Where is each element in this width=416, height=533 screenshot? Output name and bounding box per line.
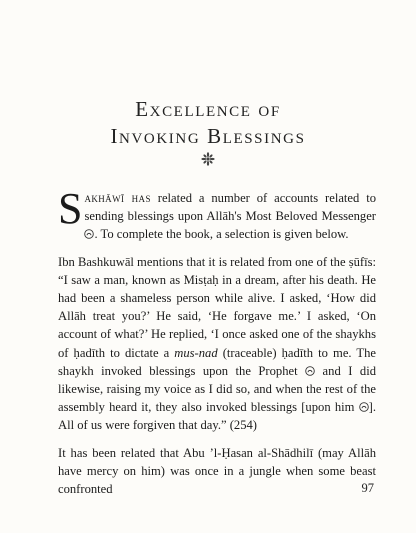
page-number: 97: [361, 481, 374, 495]
paragraph-2-text-d: ]. All of us were forgiven that day.” (254): [58, 400, 376, 433]
chapter-title-line-1: Excellence of: [135, 97, 281, 121]
paragraph-2: [58, 253, 376, 435]
salutation-honorific-icon: [359, 402, 369, 412]
paragraph-2-text-b: (traceable) ḥadīth to me. The shaykh invoked blessings upon the Prophet: [58, 345, 376, 378]
body-text: [58, 184, 376, 507]
salutation-honorific-icon: [84, 229, 94, 239]
salutation-honorific-icon: [305, 366, 315, 376]
paragraph-2-text-c: and I did likewise, raising my voice as I did so, and when the rest of the assembly heard it, they also invoked blessings [upon him: [58, 363, 376, 415]
lead-in-smallcaps: akhāwī has: [84, 191, 151, 205]
drop-cap: S: [58, 184, 83, 233]
paragraph-3: [58, 444, 376, 499]
paragraph-1-text-b: . To complete the book, a selection is given below.: [94, 227, 349, 242]
paragraph-2-text-a: Ibn Bashkuwāl mentions that it is related from one of the ṣūfīs: “I saw a man, known as Misṭaḥ in a dream, after his death. He had been a shameless person while alive. I asked, ‘How did Allāh treat you?’ He said, ‘He forgave me.’ I asked, ‘On account of what?’ He replied, ‘I once asked one of the shaykhs of ḥadīth to dictate a: [58, 254, 376, 360]
paragraph-1: [58, 184, 376, 244]
asterisk-flower-ornament-icon: [196, 151, 220, 167]
chapter-title-line-2: Invoking Blessings: [110, 124, 306, 148]
musnad-italic-term: mus-nad: [174, 345, 218, 360]
paragraph-1-text-a: related a number of accounts related to sending blessings upon Allāh's Most Beloved Messenger: [84, 191, 376, 224]
paragraph-3-text-a: It has been related that Abu ’l-Ḥasan al-Shādhilī (may Allāh have mercy on him) was once in a jungle when some beast confronted: [58, 445, 376, 497]
